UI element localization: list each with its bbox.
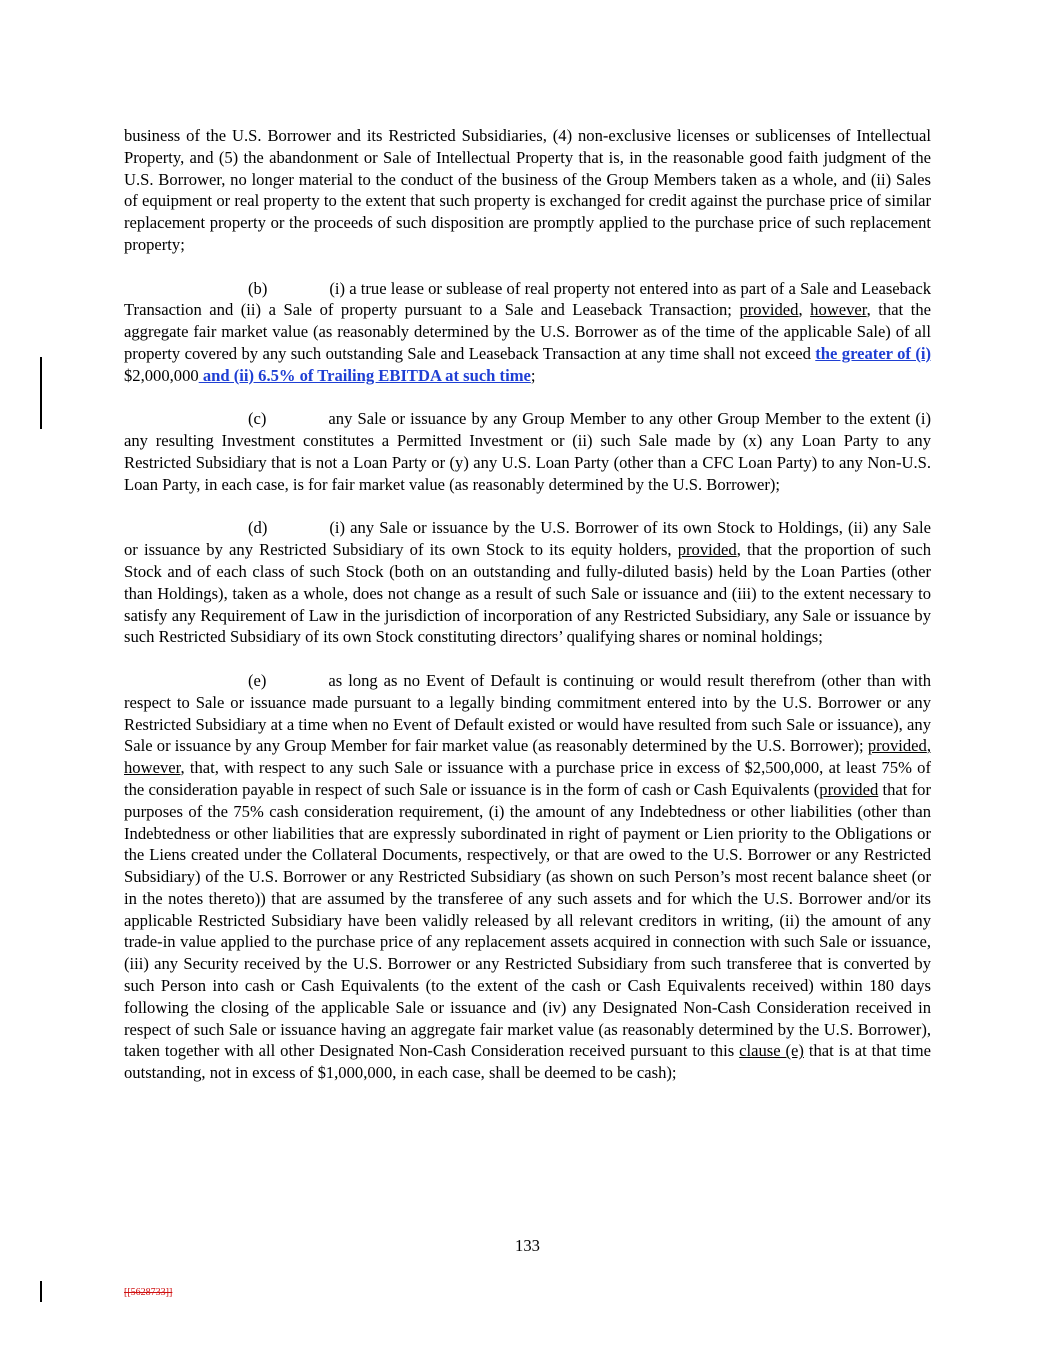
paragraph-continuation: business of the U.S. Borrower and its Restricted Subsidiaries, (4) non-exclusive licenses or sublicenses of Intellectual Property, and (5) the abandonment or Sale of Intellectual Property that is, in the reasonable good faith judgment of the U.S. Borrower, no longer material to the conduct of the business of the Group Members taken as a whole, and (ii) Sales of equipment or real property to the extent that such property is exchanged for credit against the purchase price of similar replacement property or the proceeds of such disposition are promptly applied to the purchase price of such replacement property;	[124, 126, 931, 254]
clause-e: (e) as long as no Event of Default is continuing or would result therefrom (other than with respect to Sale or issuance made pursuant to a legally binding commitment entered into by the U.S. Borrower or any Restricted Subsidiary at a time when no Event of Default existed or would have resulted from such Sale or issuance), any Sale or issuance by any Group Member for fair market value (as reasonably determined by the U.S. Borrower); provided, however, that, with respect to any such Sale or issuance with a purchase price in excess of $2,500,000, at least 75% of the consideration payable in respect of such Sale or issuance is in the form of cash or Cash Equivalents (provided that for purposes of the 75% cash consideration requirement, (i) the amount of any Indebtedness or other liabilities (other than Indebtedness or other liabilities that are expressly subordinated in right of payment or Lien priority to the Obligations or the Liens created under the Collateral Documents, respectively, or that are owed to the U.S. Borrower or any Restricted Subsidiary) of the U.S. Borrower or any Restricted Subsidiary (as shown on such Person’s most recent balance sheet (or in the notes thereto)) that are assumed by the transferee of any such assets and for which the U.S. Borrower and/or its applicable Restricted Subsidiary have been validly released by all relevant creditors in writing, (ii) the amount of any trade-in value applied to the purchase price of any replacement assets acquired in connection with such Sale or issuance, (iii) any Security received by the U.S. Borrower or any Restricted Subsidiary from such transferee that is converted by such Person into cash or Cash Equivalents (to the extent of the cash or Cash Equivalents received) within 180 days following the closing of the applicable Sale or issuance and (iv) any Designated Non-Cash Consideration received in respect of such Sale or issuance having an aggregate fair market value (as reasonably determined by the U.S. Borrower), taken together with all other Designated Non-Cash Consideration received pursuant to this clause (e) that is at that time outstanding, not in excess of $1,000,000, in each case, shall be deemed to be cash);	[124, 670, 932, 1083]
provided-term: provided	[677, 540, 737, 560]
provided-term: provided	[867, 736, 927, 756]
clause-reference: clause (e)	[739, 1041, 804, 1061]
clause-c: (c) any Sale or issuance by any Group Member to any other Group Member to the extent (i) any resulting Investment constitutes a Permitted Investment or (ii) such Sale made by (x) any Loan Party to any Restricted Subsidiary that is not a Loan Party or (y) any U.S. Loan Party (other than a CFC Loan Party) to any Non-U.S. Loan Party, in each case, is for fair market value (as reasonably determined by the U.S. Borrower);	[124, 409, 931, 494]
change-bar	[40, 1281, 42, 1302]
clause-b: (b) (i) a true lease or sublease of real property not entered into as part of a Sale and Leaseback Transaction and (ii) a Sale of property pursuant to a Sale and Leaseback Transaction; provided, however, that the aggregate fair market value (as reasonably determined by the U.S. Borrower as of the time of the applicable Sale) of all property covered by any such outstanding Sale and Leaseback Transaction at any time shall not exceed the greater of (i) $2,000,000 and (ii) 6.5% of Trailing EBITDA at such time;	[124, 278, 931, 385]
page-number: 133	[515, 1236, 540, 1255]
however-term: however	[124, 758, 181, 778]
inserted-text: the greater of (i)	[815, 343, 931, 363]
clause-d: (d) (i) any Sale or issuance by the U.S. Borrower of its own Stock to Holdings, (ii) any Sale or issuance by any Restricted Subsidiary of its own Stock to its equity holders, provided, that the proportion of such Stock and of each class of such Stock (both on an outstanding and fully-diluted basis) held by the Loan Parties (other than Holdings), taken as a whole, does not change as a result of such Sale or issuance and (iii) to the extent necessary to satisfy any Requirement of Law in the jurisdiction of incorporation of any Restricted Subsidiary, any Sale or issuance by such Restricted Subsidiary of its own Stock constituting directors’ qualifying shares or nominal holdings;	[124, 518, 931, 647]
document-id: [[5628733]]	[124, 1287, 173, 1298]
provided-term: provided	[739, 300, 799, 320]
clause-marker: (e)	[248, 670, 267, 690]
inserted-text: and (ii) 6.5% of Trailing EBITDA at such time	[198, 365, 531, 385]
body-text	[124, 125, 931, 1084]
provided-term: provided	[819, 779, 879, 799]
however-term: however	[810, 300, 867, 320]
clause-marker: (b)	[248, 278, 268, 298]
amount-text: $2,000,000	[124, 365, 199, 385]
clause-marker: (c)	[248, 409, 267, 429]
clause-marker: (d)	[248, 518, 268, 538]
change-bar	[40, 357, 42, 429]
